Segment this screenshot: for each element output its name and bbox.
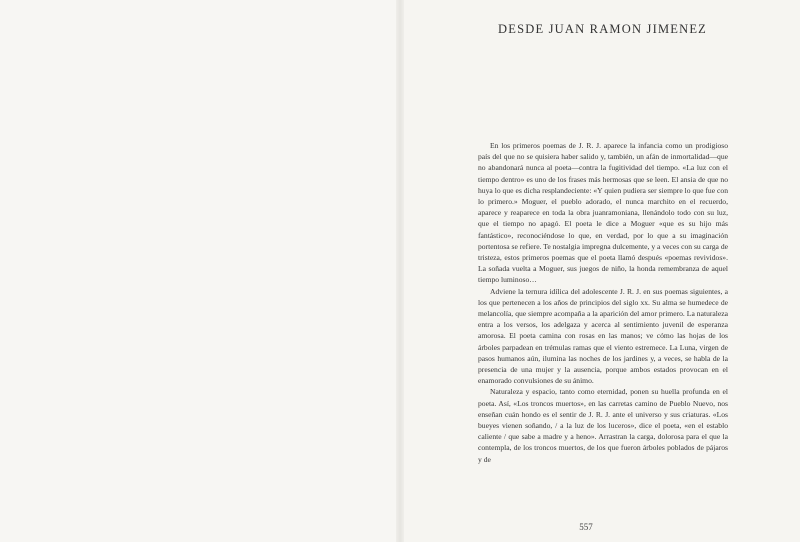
- paragraph-2: Adviene la ternura idílica del adolescente J. R. J. en sus poemas siguientes, a los que pertenecen a los años de principios del siglo xx. Su alma se humedece de melancolía, que siempre acompaña a la aparición del amor primero. La naturaleza entra a los versos, los adelgaza y acerca al sentimiento juvenil de esperanza amorosa. El poeta camina con rosas en las manos; ve cómo las hojas de los árboles parpadean en trémulas ramas que el viento estremece. La Luna, virgen de pasos humanos aún, ilumina las noches de los jardines y, a veces, se habla de la presencia de una mujer y la ausencia, porque ambos estados provocan en el enamorado convulsiones de su ánimo.: [478, 286, 728, 386]
- paragraph-1: En los primeros poemas de J. R. J. aparece la infancia como un prodigioso país del que no se quisiera haber salido y, también, un afán de inmortalidad—que no abandonará nunca al poeta—contra la fugitividad del tiempo. «La luz con el tiempo dentro» es uno de los frases más hermosas que se leen. El ansia de que no huya lo que es dicha resplandeciente: «Y quien pudiera ser siempre lo que fue con lo primero.» Moguer, el pueblo adorado, el nunca marchito en el recuerdo, aparece y reaparece en toda la obra juanramoniana, llenándolo todo con su luz, que el tiempo no apagó. El poeta le dice a Moguer «que es su hijo más fantástico», reconociéndose lo que, en verdad, por lo que a su imaginación portentosa se refiere. Te nostalgia impregna dulcemente, y a veces con su carga de tristeza, estos primeros poemas que el poeta llamó después «poemas revividos». La soñada vuelta a Moguer, sus juegos de niño, la honda remembranza de aquel tiempo luminoso…: [478, 141, 728, 285]
- paragraph-3: Naturaleza y espacio, tanto como eternidad, ponen su huella profunda en el poeta. Así, «Los troncos muertos», en las carretas camino de Pueblo Nuevo, nos enseñan cuán hondo es el sentir de J. R. J. ante el universo y sus criaturas. «Los bueyes vienen soñando, / a la luz de los luceros», dice el poeta, «en el establo caliente / que sabe a madre y a heno». Arrastran la carga, dolorosa para el que la contempla, de los troncos muertos, de los que fueron árboles poblados de pájaros y de: [478, 387, 728, 464]
- article-body: [478, 140, 728, 465]
- book-gutter: [396, 0, 404, 542]
- page-number: 557: [579, 522, 593, 532]
- page-title: DESDE JUAN RAMON JIMENEZ: [498, 22, 708, 36]
